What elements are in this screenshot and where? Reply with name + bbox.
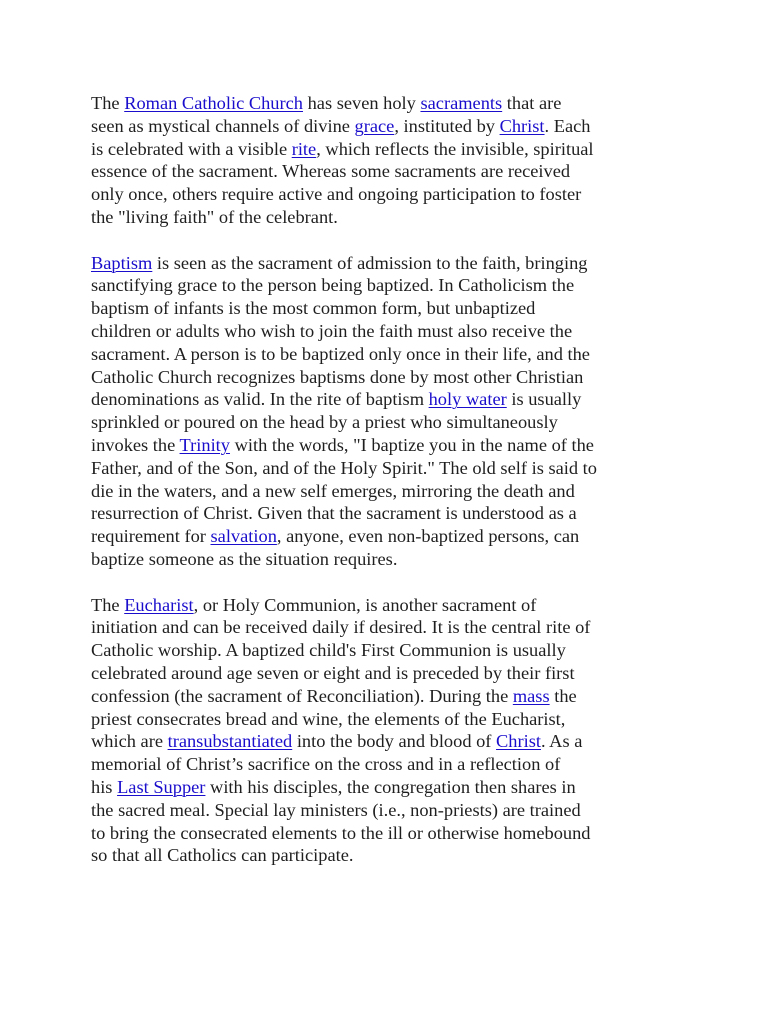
text-line (91, 480, 691, 503)
text-line (91, 115, 691, 138)
text-line (91, 844, 691, 867)
text-run: memorial of Christ’s sacrifice on the cross and in a reflection of (91, 754, 561, 775)
text-run: with his disciples, the congregation then shares in (205, 776, 576, 797)
text-run: sanctifying grace to the person being baptized. In Catholicism the (91, 275, 575, 296)
text-run: The (91, 594, 125, 615)
paragraph (91, 252, 691, 571)
text-line (91, 662, 691, 685)
text-run: invokes the (91, 434, 180, 455)
text-run: Catholic worship. A baptized child's First Communion is usually (91, 640, 566, 661)
text-run: , which reflects the invisible, spiritual (316, 138, 594, 159)
text-run: is usually (506, 389, 582, 410)
text-run: confession (the sacrament of Reconciliation). During the (91, 685, 513, 706)
link-sacraments[interactable]: sacraments (420, 93, 503, 113)
link-mass[interactable]: mass (512, 685, 550, 706)
text-run: , instituted by (394, 115, 500, 136)
text-line (91, 776, 691, 799)
text-run: , anyone, even non-baptized persons, can (276, 526, 580, 547)
text-run: is seen as the sacrament of admission to the faith, bringing (152, 252, 588, 273)
text-run: Father, and of the Son, and of the Holy Spirit." The old self is said to (91, 457, 597, 478)
text-line (91, 434, 691, 457)
text-line (91, 160, 691, 183)
text-run: into the body and blood of (292, 731, 497, 752)
text-run: only once, others require active and ongoing participation to foster (91, 184, 582, 205)
text-run: . As a (541, 731, 583, 752)
text-run: has seven holy (302, 93, 421, 113)
text-line (91, 525, 691, 548)
text-line (91, 594, 691, 617)
link-holy-water[interactable]: holy water (428, 389, 507, 410)
text-run: die in the waters, and a new self emerges, mirroring the death and (91, 480, 575, 501)
text-line (91, 457, 691, 480)
text-line (91, 685, 691, 708)
text-line (91, 274, 691, 297)
text-run: initiation and can be received daily if desired. It is the central rite of (91, 617, 591, 638)
link-roman-catholic-church[interactable]: Roman Catholic Church (124, 93, 303, 113)
text-run: children or adults who wish to join the faith must also receive the (91, 320, 573, 341)
text-run: that are (502, 93, 562, 113)
text-run: . Each (544, 115, 591, 136)
document-body (91, 92, 691, 890)
text-line (91, 388, 691, 411)
text-run: is celebrated with a visible (91, 138, 292, 159)
text-run: to bring the consecrated elements to the ill or otherwise homebound (91, 822, 591, 843)
text-line (91, 639, 691, 662)
text-line (91, 411, 691, 434)
text-run: seen as mystical channels of divine (91, 115, 355, 136)
text-run: his (91, 776, 118, 797)
text-line (91, 616, 691, 639)
text-line (91, 92, 691, 115)
text-line (91, 297, 691, 320)
text-run: priest consecrates bread and wine, the elements of the Eucharist, (91, 708, 566, 729)
text-run: with the words, "I baptize you in the name of the (229, 434, 594, 455)
link-baptism[interactable]: Baptism (91, 252, 153, 273)
paragraph (91, 594, 691, 868)
text-run: Catholic Church recognizes baptisms done by most other Christian (91, 366, 584, 387)
link-eucharist[interactable]: Eucharist (124, 594, 194, 615)
text-line (91, 753, 691, 776)
text-run: celebrated around age seven or eight and is preceded by their first (91, 662, 575, 683)
text-line (91, 799, 691, 822)
text-line (91, 343, 691, 366)
link-salvation[interactable]: salvation (210, 526, 277, 547)
text-run: baptism of infants is the most common form, but unbaptized (91, 298, 536, 319)
text-run: baptize someone as the situation requires. (91, 548, 398, 569)
text-line (91, 708, 691, 731)
paragraph (91, 92, 691, 229)
text-line (91, 548, 691, 571)
link-trinity[interactable]: Trinity (179, 434, 230, 455)
text-run: denominations as valid. In the rite of baptism (91, 389, 429, 410)
text-line (91, 320, 691, 343)
text-line (91, 138, 691, 161)
text-run: so that all Catholics can participate. (91, 845, 354, 866)
text-line (91, 183, 691, 206)
text-line (91, 822, 691, 845)
text-line (91, 252, 691, 275)
text-line (91, 206, 691, 229)
text-line (91, 366, 691, 389)
link-christ[interactable]: Christ (499, 115, 545, 136)
text-run: the sacred meal. Special lay ministers (i.e., non-priests) are trained (91, 799, 581, 820)
link-transubstantiated[interactable]: transubstantiated (167, 731, 293, 752)
text-line (91, 502, 691, 525)
text-run: , or Holy Communion, is another sacrament of (193, 594, 537, 615)
link-christ[interactable]: Christ (496, 731, 541, 752)
text-run: The (91, 93, 125, 113)
link-grace[interactable]: grace (354, 115, 395, 136)
text-run: essence of the sacrament. Whereas some sacraments are received (91, 161, 571, 182)
text-run: sprinkled or poured on the head by a priest who simultaneously (91, 412, 558, 433)
text-run: requirement for (91, 526, 211, 547)
text-run: which are (91, 731, 168, 752)
text-line (91, 730, 691, 753)
link-last-supper[interactable]: Last Supper (117, 776, 206, 797)
text-run: sacrament. A person is to be baptized only once in their life, and the (91, 343, 590, 364)
link-rite[interactable]: rite (291, 138, 317, 159)
text-run: the "living faith" of the celebrant. (91, 206, 338, 227)
text-run: resurrection of Christ. Given that the sacrament is understood as a (91, 503, 577, 524)
text-run: the (549, 685, 577, 706)
